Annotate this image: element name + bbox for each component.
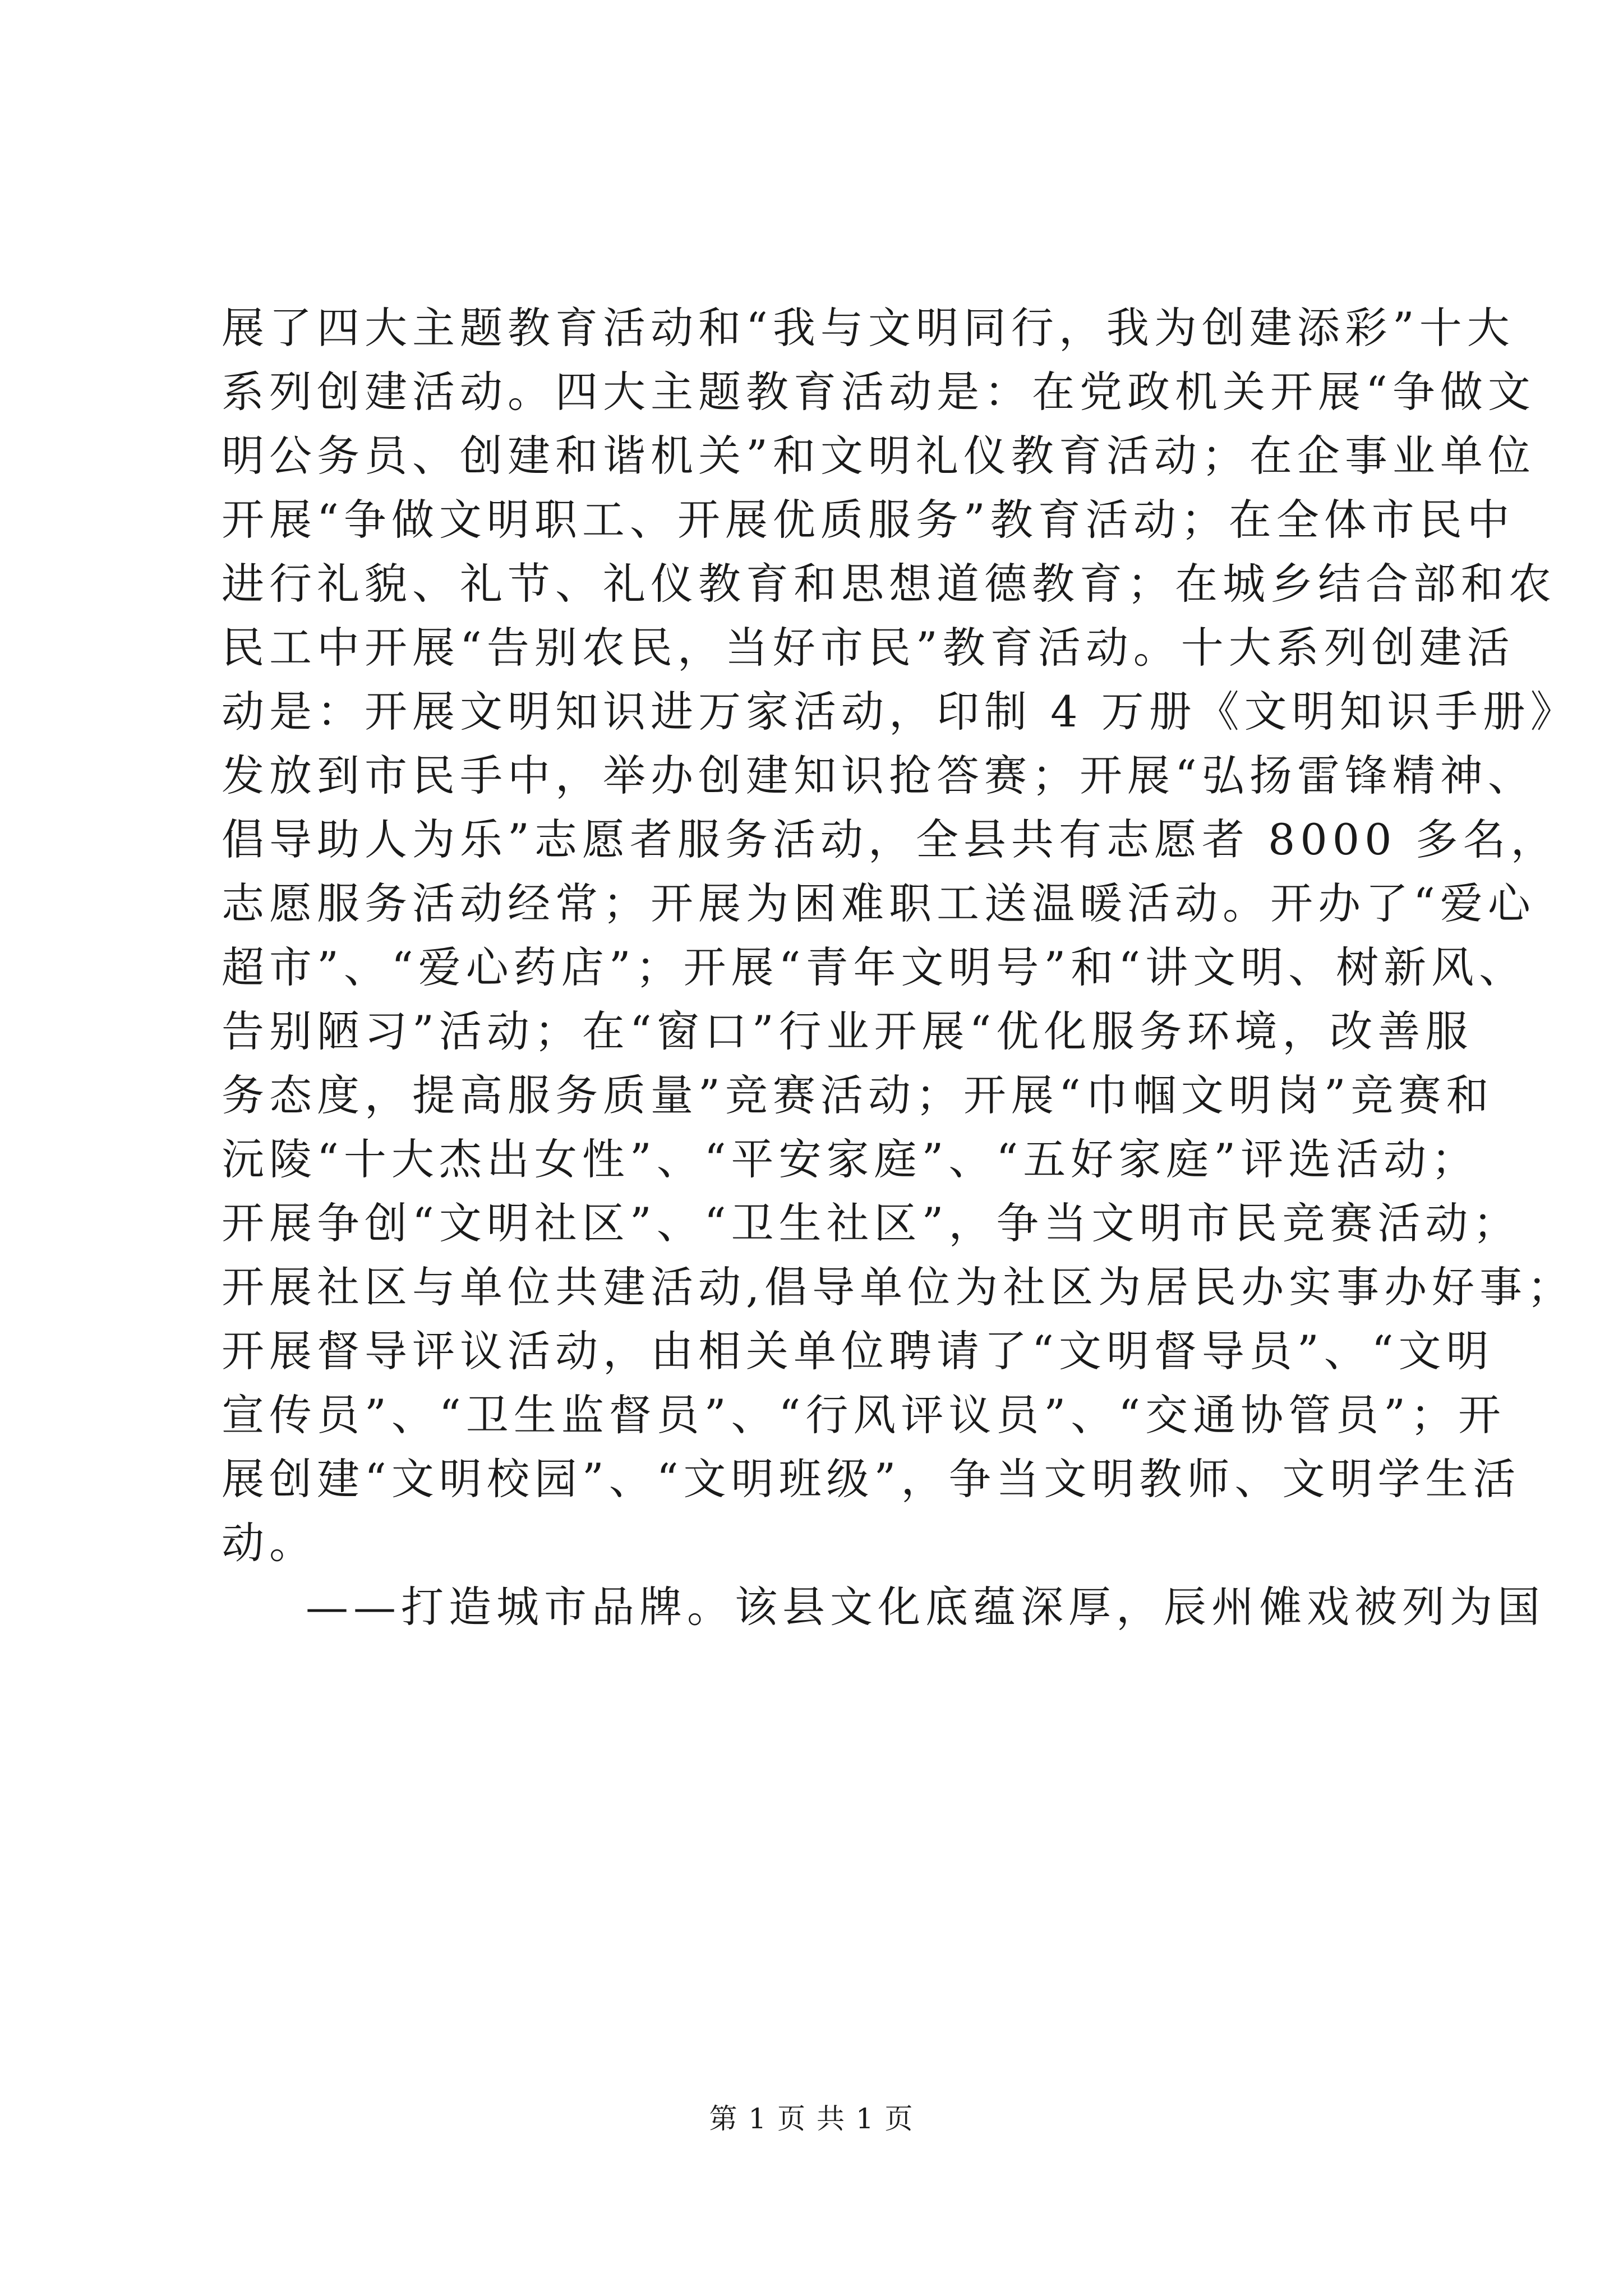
text-line: 动。: [222, 1518, 317, 1568]
text-line: 民工中开展“告别农民，当好市民”教育活动。十大系列创建活: [222, 623, 1515, 673]
page-number-footer: 第 1 页 共 1 页: [709, 2102, 914, 2135]
text-line: 发放到市民手中，举办创建知识抢答赛；开展“弘扬雷锋精神、: [222, 751, 1536, 800]
text-line: 沅陵“十大杰出女性”、“平安家庭”、“五好家庭”评选活动；: [222, 1134, 1479, 1184]
text-line: 开展“争做文明职工、开展优质服务”教育活动；在全体市民中: [222, 495, 1515, 545]
text-line: 动是：开展文明知识进万家活动，印制 4 万册《文明知识手册》: [222, 687, 1578, 737]
text-line: 进行礼貌、礼节、礼仪教育和思想道德教育；在城乡结合部和农: [222, 559, 1556, 609]
text-line: 展了四大主题教育活动和“我与文明同行，我为创建添彩”十大: [222, 303, 1515, 353]
text-line: 系列创建活动。四大主题教育活动是：在党政机关开展“争做文: [222, 367, 1536, 417]
text-line: 开展督导评议活动，由相关单位聘请了“文明督导员”、“文明: [222, 1326, 1494, 1376]
text-line: 宣传员”、“卫生监督员”、“行风评议员”、“交通协管员”；开: [222, 1390, 1506, 1440]
document-body: [222, 296, 1578, 1639]
text-line: 倡导助人为乐”志愿者服务活动，全县共有志愿者 8000 多名，: [222, 815, 1559, 864]
text-line: 告别陋习”活动；在“窗口”行业开展“优化服务环境，改善服: [222, 1006, 1473, 1056]
paragraph-start-line: ——打造城市品牌。该县文化底蕴深厚，辰州傩戏被列为国: [306, 1582, 1545, 1632]
text-line: 开展社区与单位共建活动,倡导单位为社区为居民办实事办好事；: [222, 1262, 1575, 1312]
text-line: 务态度，提高服务质量”竞赛活动；开展“巾帼文明岗”竞赛和: [222, 1070, 1494, 1120]
text-line: 志愿服务活动经常；开展为困难职工送温暖活动。开办了“爱心: [222, 878, 1536, 928]
text-line: 开展争创“文明社区”、“卫生社区”，争当文明市民竞赛活动；: [222, 1198, 1521, 1248]
text-line: 展创建“文明校园”、“文明班级”，争当文明教师、文明学生活: [222, 1454, 1521, 1504]
text-line: 超市”、“爱心药店”；开展“青年文明号”和“讲文明、树新风、: [222, 942, 1527, 992]
text-line: 明公务员、创建和谐机关”和文明礼仪教育活动；在企事业单位: [222, 431, 1536, 481]
